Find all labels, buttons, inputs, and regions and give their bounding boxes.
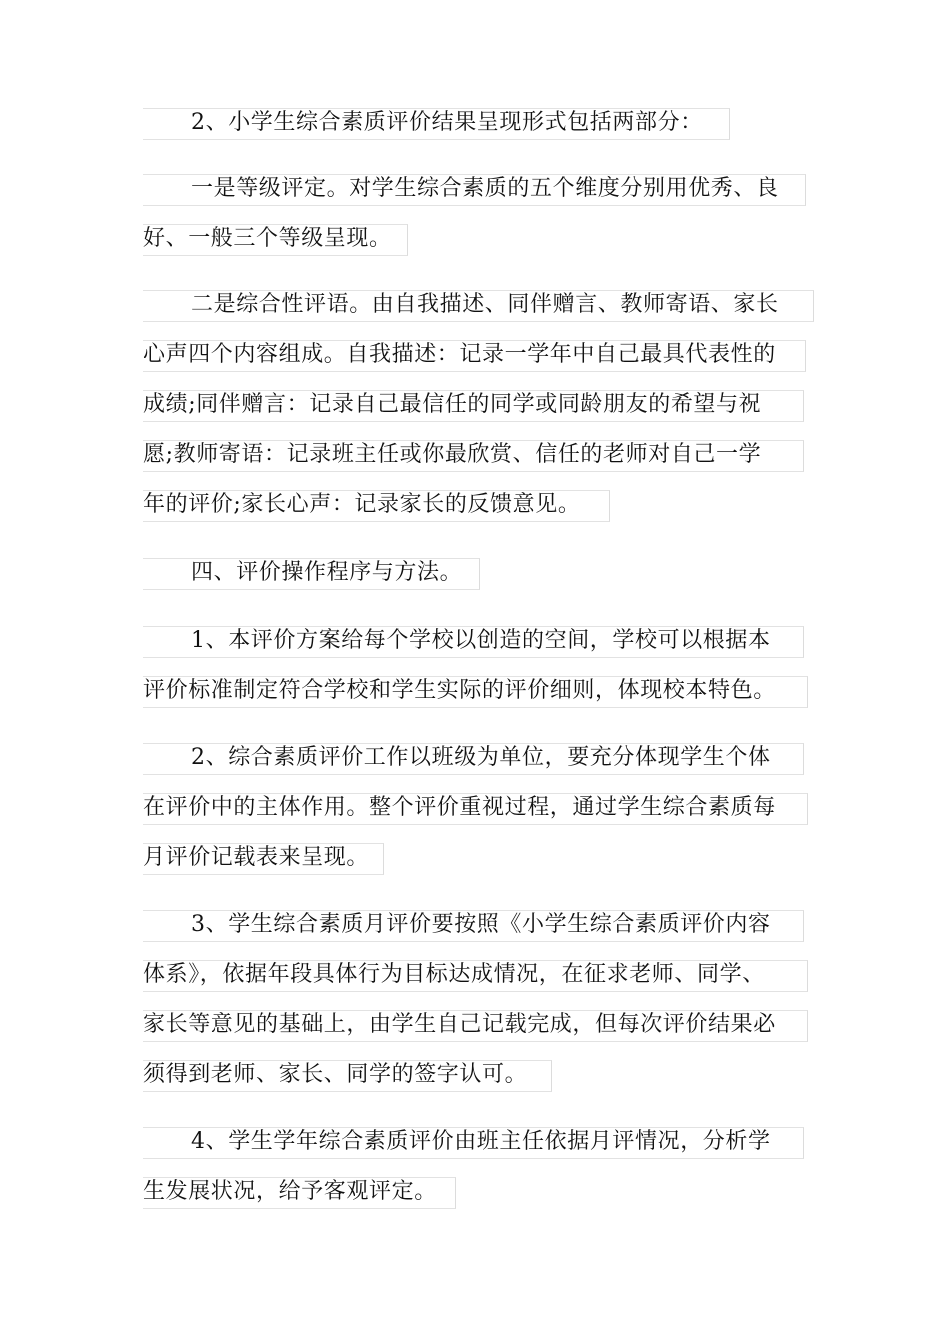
paragraph-item-1 [143, 616, 815, 716]
line-text: 在评价中的主体作用。整个评价重视过程，通过学生综合素质每 [143, 795, 776, 820]
line-text: 评价标准制定符合学校和学生实际的评价细则，体现校本特色。 [143, 678, 776, 703]
text-line [143, 1117, 815, 1167]
line-text: 生发展状况，给予客观评定。 [143, 1179, 437, 1204]
text-line [143, 98, 815, 148]
line-text: 成绩;同伴赠言：记录自己最信任的同学或同龄朋友的希望与祝 [143, 392, 762, 417]
line-text: 3、学生综合素质月评价要按照《小学生综合素质评价内容 [191, 912, 771, 937]
text-line [143, 666, 815, 716]
line-text: 体系》，依据年段具体行为目标达成情况，在征求老师、同学、 [143, 962, 765, 987]
line-text: 月评价记载表来呈现。 [143, 845, 370, 870]
line-text: 四、评价操作程序与方法。 [191, 560, 463, 585]
line-text: 愿;教师寄语：记录班主任或你最欣赏、信任的老师对自己一学 [143, 442, 762, 467]
line-text: 须得到老师、家长、同学的签字认可。 [143, 1062, 528, 1087]
paragraph-item-3 [143, 900, 815, 1100]
text-line [143, 480, 815, 530]
text-line [143, 833, 815, 883]
text-line [143, 548, 815, 598]
text-line [143, 1000, 815, 1050]
line-text: 2、小学生综合素质评价结果呈现形式包括两部分： [191, 110, 703, 135]
section-heading-procedures [143, 548, 815, 598]
text-line [143, 380, 815, 430]
paragraph-comprehensive-comments [143, 280, 815, 530]
line-text: 好、一般三个等级呈现。 [143, 226, 392, 251]
text-line [143, 330, 815, 380]
text-line [143, 733, 815, 783]
text-line [143, 280, 815, 330]
text-line [143, 1167, 815, 1217]
text-line [143, 900, 815, 950]
text-line [143, 616, 815, 666]
paragraph-result-forms [143, 98, 815, 148]
line-text: 2、综合素质评价工作以班级为单位，要充分体现学生个体 [191, 745, 771, 770]
text-line [143, 214, 815, 264]
line-text: 1、本评价方案给每个学校以创造的空间，学校可以根据本 [191, 628, 771, 653]
line-text: 家长等意见的基础上，由学生自己记载完成，但每次评价结果必 [143, 1012, 776, 1037]
paragraph-item-4 [143, 1117, 815, 1217]
line-text: 4、学生学年综合素质评价由班主任依据月评情况，分析学 [191, 1129, 771, 1154]
paragraph-grade-evaluation [143, 164, 815, 264]
text-line [143, 430, 815, 480]
text-line [143, 1050, 815, 1100]
line-text: 年的评价;家长心声：记录家长的反馈意见。 [143, 492, 581, 517]
text-line [143, 164, 815, 214]
line-text: 二是综合性评语。由自我描述、同伴赠言、教师寄语、家长 [191, 292, 779, 317]
line-text: 心声四个内容组成。自我描述：记录一学年中自己最具代表性的 [143, 342, 776, 367]
text-line [143, 950, 815, 1000]
paragraph-item-2 [143, 733, 815, 883]
line-text: 一是等级评定。对学生综合素质的五个维度分别用优秀、良 [191, 176, 779, 201]
text-line [143, 783, 815, 833]
